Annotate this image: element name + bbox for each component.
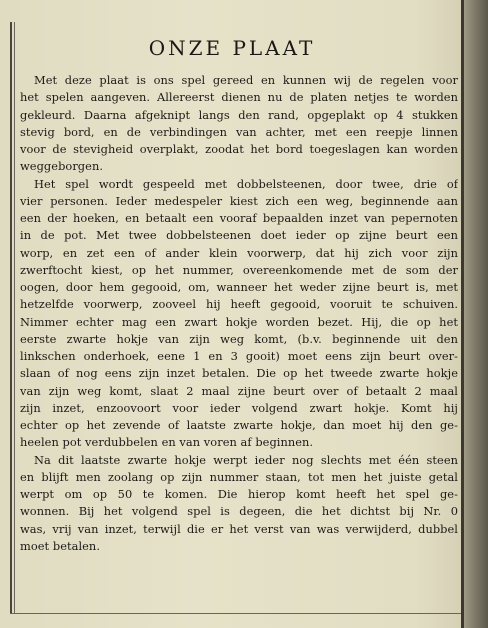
- text-line: vier personen. Ieder medespeler kiest zich een weg, beginnende aan: [20, 193, 458, 208]
- left-border-rule: [10, 22, 12, 614]
- text-line: zijn inzet, enzoovoort voor ieder volgend zwart hokje. Komt hij: [20, 400, 458, 415]
- book-spine: [464, 0, 488, 628]
- text-line: zwerftocht kiest, op het nummer, overeenkomende met de som der: [20, 262, 458, 277]
- text-line: Na dit laatste zwarte hokje werpt ieder nog slechts met één steen: [34, 452, 458, 467]
- paragraph: [20, 72, 458, 176]
- text-line: Het spel wordt gespeeld met dobbelsteenen, door twee, drie of: [34, 176, 458, 191]
- text-line: linkschen onderhoek, eene 1 en 3 gooit) moet eens zijn beurt over-: [20, 349, 458, 363]
- text-line: Nimmer echter mag een zwart hokje worden bezet. Hij, die op het: [20, 314, 458, 329]
- paragraph: [20, 176, 458, 452]
- text-line: voor de stevigheid overplakt, zoodat het bord toegeslagen kan worden: [20, 142, 458, 156]
- text-line: echter op het zevende of laatste zwarte hokje, dan moet hij den ge-: [20, 418, 458, 432]
- text-line: eerste zwarte hokje van zijn weg komt, (b.v. beginnende uit den: [20, 331, 458, 346]
- text-line: van zijn weg komt, slaat 2 maal zijne beurt over of betaalt 2 maal: [20, 383, 458, 398]
- text-line: een der hoeken, en betaalt een vooraf bepaalden inzet van pepernoten: [20, 211, 458, 225]
- text-line: oogen, door hem gegooid, om, wanneer het weder zijne beurt is, met: [20, 280, 458, 294]
- text-line: weggeborgen.: [20, 159, 103, 174]
- text-line: Met deze plaat is ons spel gereed en kunnen wij de regelen voor: [34, 73, 458, 87]
- text-line: moet betalen.: [20, 538, 100, 553]
- text-line: hetzelfde voorwerp, zooveel hij heeft gegooid, vooruit te schuiven.: [20, 297, 458, 312]
- page-title: ONZE PLAAT: [148, 36, 316, 60]
- text-line: en blijft men zoolang op zijn nummer staan, tot men het juiste getal: [20, 469, 458, 484]
- text-line: slaan of nog eens zijn inzet betalen. Die op het tweede zwarte hokje: [20, 366, 458, 381]
- bottom-rule: [10, 613, 464, 614]
- paragraph: [20, 452, 458, 556]
- text-line: in de pot. Met twee dobbelsteenen doet ieder op zijne beurt een: [20, 228, 458, 243]
- text-line: heelen pot verdubbelen en van voren af beginnen.: [20, 435, 314, 450]
- text-line: gekleurd. Daarna afgeknipt langs den rand, opgeplakt op 4 stukken: [20, 107, 458, 122]
- text-line: worp, en zet een of ander klein voorwerp, dat hij zich voor zijn: [20, 245, 458, 260]
- text-line: stevig bord, en de verbindingen van achter, met een reepje linnen: [20, 124, 458, 139]
- left-inner-rule: [14, 22, 15, 614]
- text-line: werpt om op 50 te komen. Die hierop komt heeft het spel ge-: [20, 487, 458, 501]
- text-line: was, vrij van inzet, terwijl die er het verst van was verwijderd, dubbel: [20, 521, 458, 536]
- text-line: het spelen aangeven. Allereerst dienen nu de platen netjes te worden: [20, 90, 458, 105]
- text-line: wonnen. Bij het volgend spel is degeen, die het dichtst bij Nr. 0: [20, 504, 458, 519]
- body-text: [20, 72, 458, 555]
